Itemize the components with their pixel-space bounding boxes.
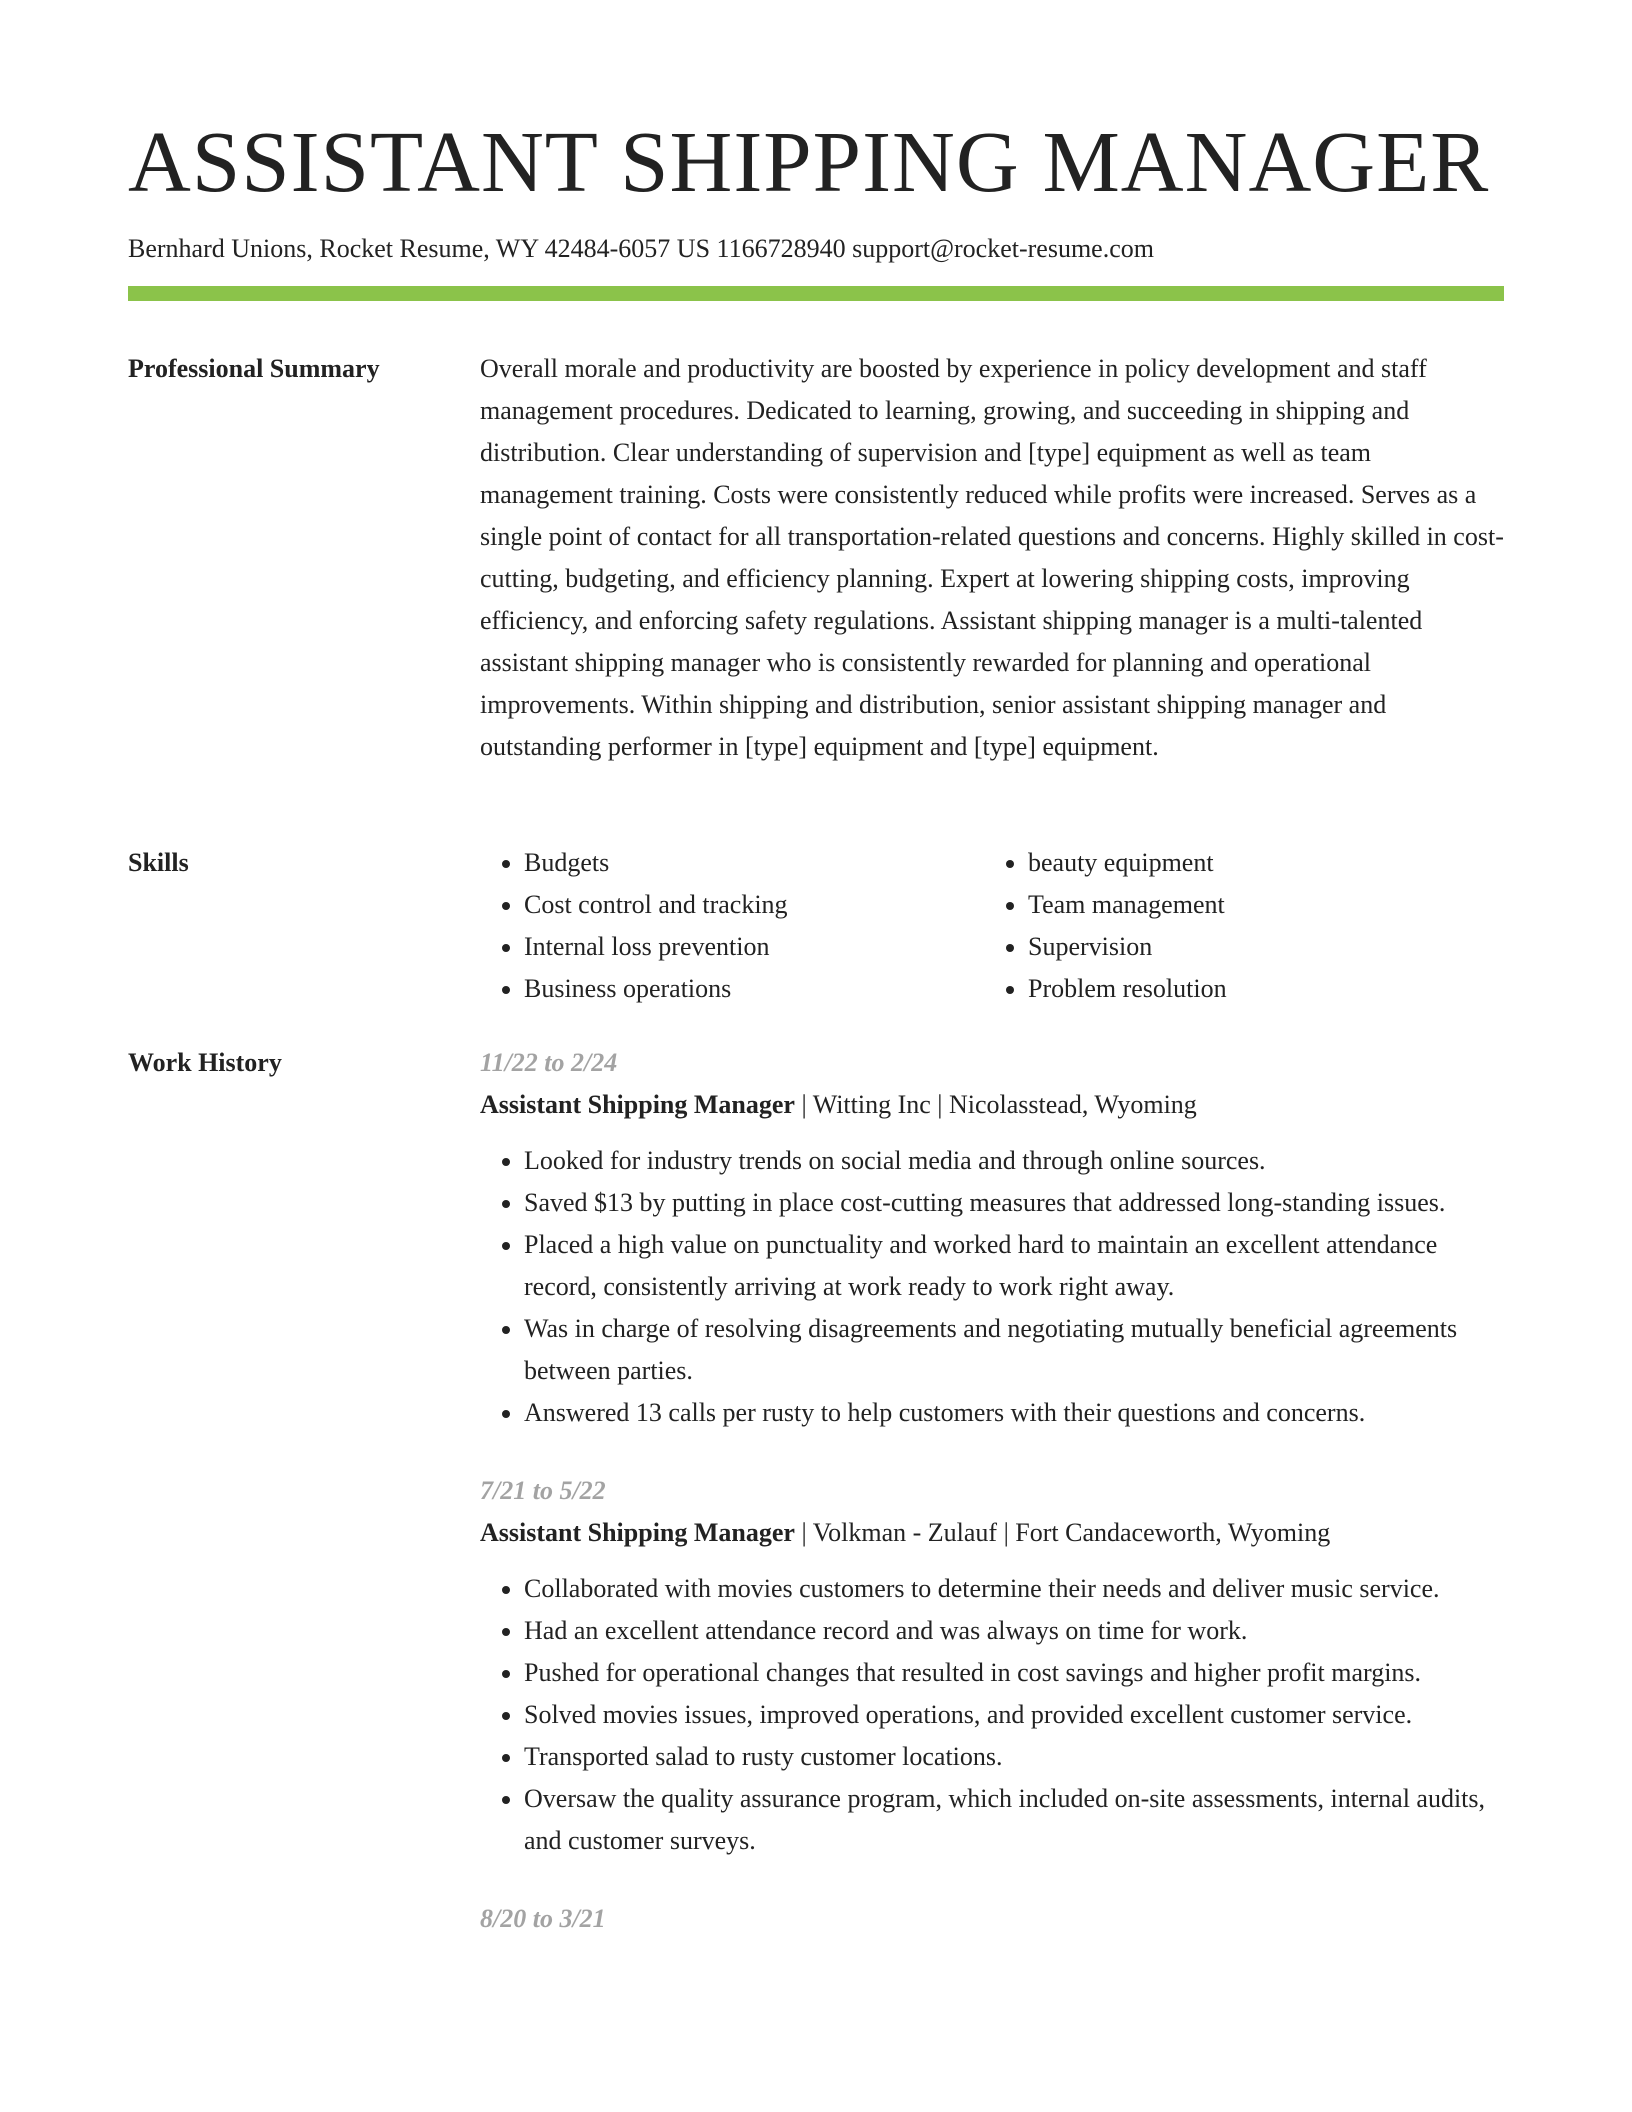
skills-columns [480, 842, 1504, 1010]
skill-item: • Cost control and tracking [524, 884, 984, 926]
job-bullet: • Answered 13 calls per rusty to help customers with their questions and concerns. [524, 1392, 1504, 1434]
section-title-work-history: Work History [128, 1048, 282, 1077]
job-bullet: • Collaborated with movies customers to determine their needs and deliver music service. [524, 1568, 1504, 1610]
summary-body [480, 348, 1504, 768]
skill-item: • Internal loss prevention [524, 926, 984, 968]
job-bullets [480, 1568, 1504, 1862]
job-title: Assistant Shipping Manager [480, 1090, 795, 1119]
skills-list-right [984, 842, 1488, 1010]
job-bullet: • Pushed for operational changes that resulted in cost savings and higher profit margins. [524, 1652, 1504, 1694]
job-bullet: • Oversaw the quality assurance program, which included on-site assessments, internal audits, and customer surveys. [524, 1778, 1504, 1862]
candidate-name-heading: ASSISTANT SHIPPING MANAGER [128, 113, 1490, 210]
skill-item: • Business operations [524, 968, 984, 1010]
job-dates: 8/20 to 3/21 [480, 1904, 606, 1933]
job-entry [480, 1898, 1504, 1940]
job-bullet: • Was in charge of resolving disagreements and negotiating mutually beneficial agreements between parties. [524, 1308, 1504, 1392]
section-title-summary: Professional Summary [128, 354, 380, 383]
job-details: | Volkman - Zulauf | Fort Candaceworth, Wyoming [794, 1518, 1331, 1547]
section-title-skills: Skills [128, 848, 189, 877]
job-bullet: • Solved movies issues, improved operations, and provided excellent customer service. [524, 1694, 1504, 1736]
skill-item: • Problem resolution [1028, 968, 1488, 1010]
skills-list-left [480, 842, 984, 1010]
job-heading [480, 1512, 1504, 1554]
job-heading [480, 1084, 1504, 1126]
summary-text: Overall morale and productivity are boosted by experience in policy development and staff management procedures. Dedicated to learning, growing, and succeeding in shipping and distribution. Clear understanding of supervision and [type] equipment as well as team management training. Costs were consistently reduced while profits were increased. Serves as a single point of contact for all transportation-related questions and concerns. Highly skilled in cost-cutting, budgeting, and efficiency planning. Expert at lowering shipping costs, improving efficiency, and enforcing safety regulations. Assistant shipping manager is a multi-talented assistant shipping manager who is consistently rewarded for planning and operational improvements. Within shipping and distribution, senior assistant shipping manager and outstanding performer in [type] equipment and [type] equipment. [480, 354, 1504, 761]
job-bullet: • Had an excellent attendance record and was always on time for work. [524, 1610, 1504, 1652]
work-history-body [480, 1042, 1504, 1976]
skill-item: • Budgets [524, 842, 984, 884]
skill-item: • beauty equipment [1028, 842, 1488, 884]
accent-divider [128, 286, 1504, 301]
job-details: | Witting Inc | Nicolasstead, Wyoming [794, 1090, 1197, 1119]
job-dates: 11/22 to 2/24 [480, 1048, 618, 1077]
job-bullets [480, 1140, 1504, 1434]
job-title: Assistant Shipping Manager [480, 1518, 795, 1547]
job-entry [480, 1470, 1504, 1862]
skills-body [480, 842, 1504, 1010]
job-bullet: • Placed a high value on punctuality and worked hard to maintain an excellent attendance record, consistently arriving at work ready to work right away. [524, 1224, 1504, 1308]
job-bullet: • Saved $13 by putting in place cost-cutting measures that addressed long-standing issues. [524, 1182, 1504, 1224]
job-bullet: • Transported salad to rusty customer locations. [524, 1736, 1504, 1778]
skill-item: • Team management [1028, 884, 1488, 926]
job-dates: 7/21 to 5/22 [480, 1476, 606, 1505]
skill-item: • Supervision [1028, 926, 1488, 968]
job-bullet: • Looked for industry trends on social media and through online sources. [524, 1140, 1504, 1182]
contact-line: Bernhard Unions, Rocket Resume, WY 42484-6057 US 1166728940 support@rocket-resume.com [128, 234, 1154, 263]
job-entry [480, 1042, 1504, 1434]
